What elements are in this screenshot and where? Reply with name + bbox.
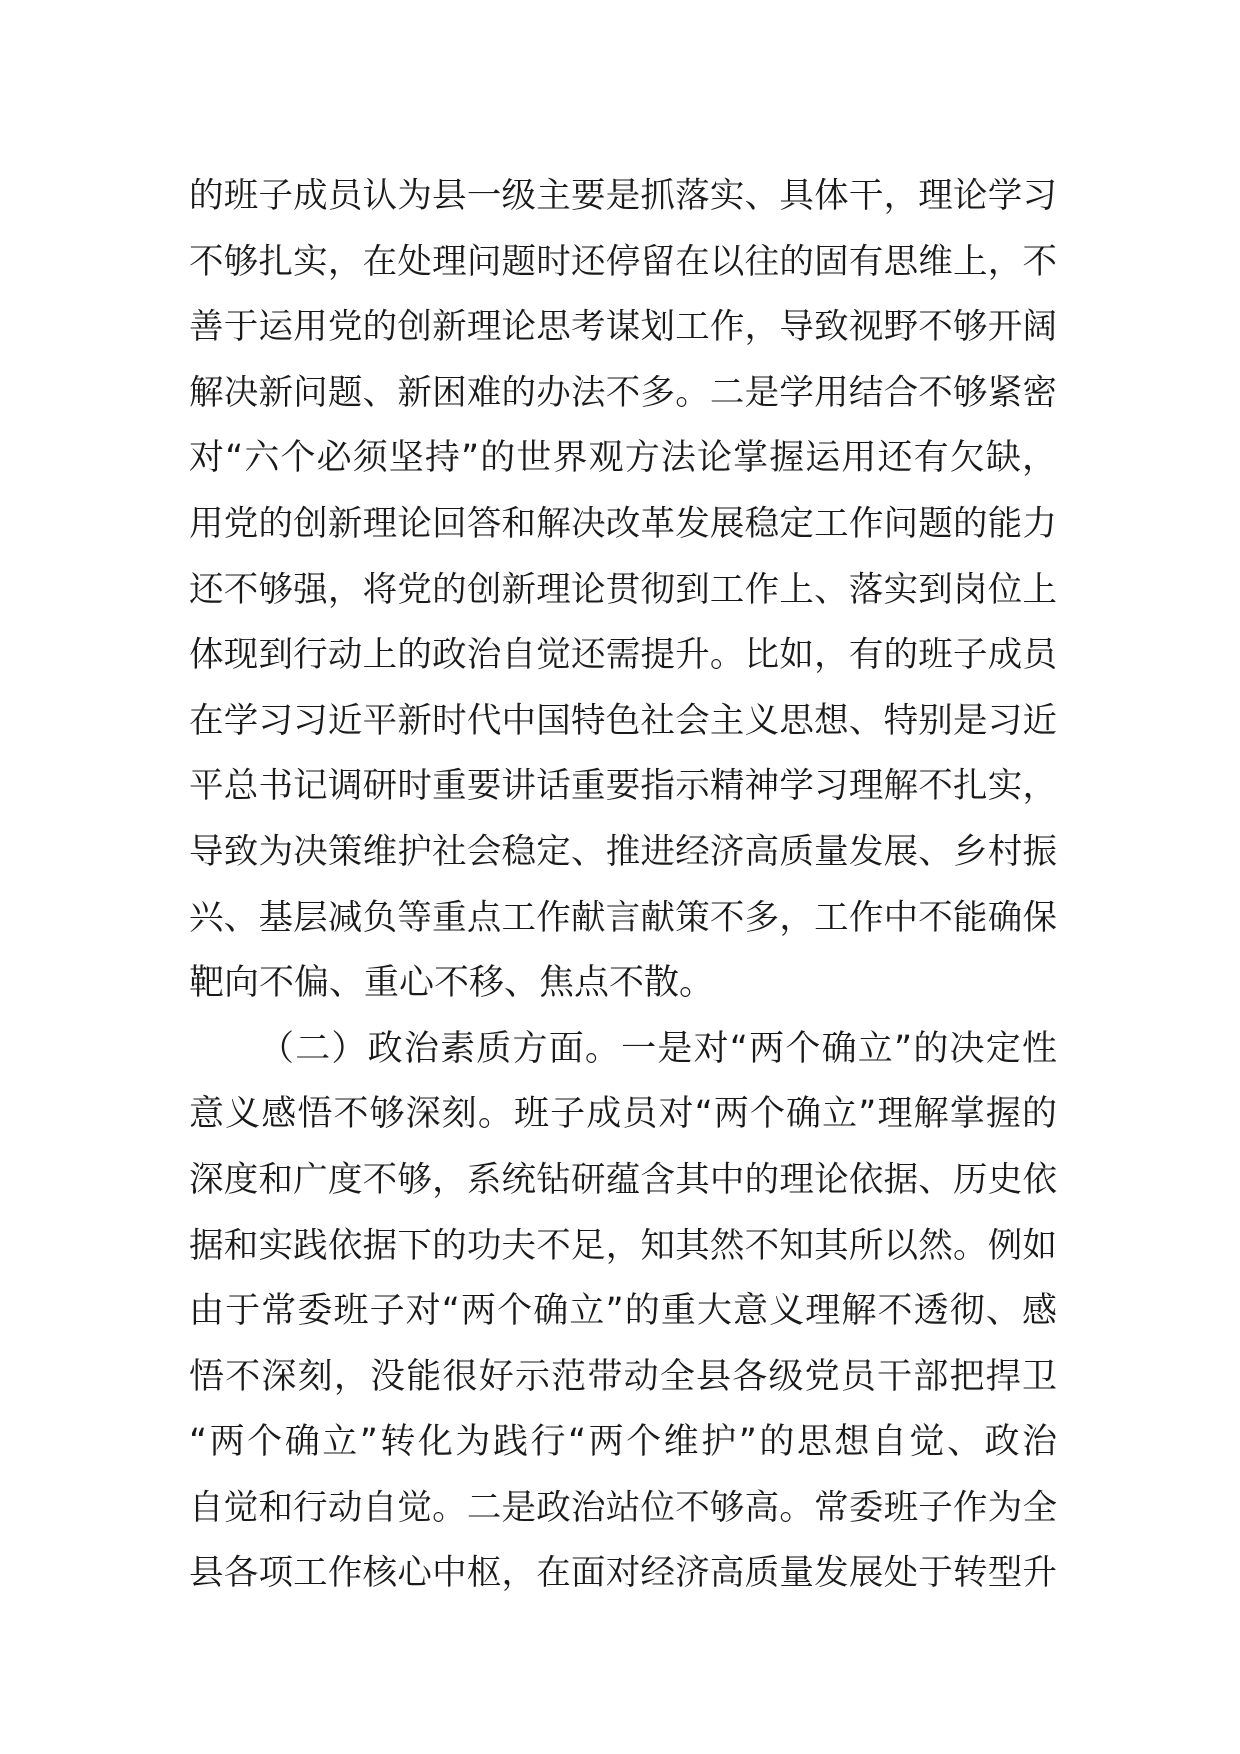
- text-line-paragraph-start: （二）政治素质方面。一是对“两个确立”的决定性: [259, 1028, 1057, 1069]
- text-line: 平总书记调研时重要讲话重要指示精神学习理解不扎实，: [189, 766, 1057, 807]
- body-text: [189, 164, 1057, 1607]
- text-line: “两个确立”转化为践行“两个维护”的思想自觉、政治: [189, 1422, 1057, 1463]
- text-line: 用党的创新理论回答和解决改革发展稳定工作问题的能力: [189, 503, 1057, 544]
- text-line: 据和实践依据下的功夫不足，知其然不知其所以然。例如: [189, 1225, 1057, 1266]
- text-line: 在学习习近平新时代中国特色社会主义思想、特别是习近: [189, 700, 1057, 741]
- text-line: 对“六个必须坚持”的世界观方法论掌握运用还有欠缺，: [189, 438, 1057, 479]
- text-line-paragraph-end: 靶向不偏、重心不移、焦点不散。: [189, 963, 715, 1004]
- text-line: 体现到行动上的政治自觉还需提升。比如，有的班子成员: [189, 635, 1057, 676]
- text-line: 解决新问题、新困难的办法不多。二是学用结合不够紧密: [189, 372, 1057, 413]
- text-line: 县各项工作核心中枢，在面对经济高质量发展处于转型升: [189, 1553, 1057, 1594]
- text-line: 不够扎实，在处理问题时还停留在以往的固有思维上，不: [189, 241, 1057, 282]
- text-line: 导致为决策维护社会稳定、推进经济高质量发展、乡村振: [189, 831, 1057, 872]
- text-line: 兴、基层减负等重点工作献言献策不多，工作中不能确保: [189, 897, 1057, 938]
- text-line: 悟不深刻，没能很好示范带动全县各级党员干部把捍卫: [189, 1356, 1057, 1397]
- text-line: 由于常委班子对“两个确立”的重大意义理解不透彻、感: [189, 1291, 1057, 1332]
- text-line: 的班子成员认为县一级主要是抓落实、具体干，理论学习: [189, 176, 1057, 216]
- text-line: 还不够强，将党的创新理论贯彻到工作上、落实到岗位上: [189, 569, 1057, 610]
- text-line: 意义感悟不够深刻。班子成员对“两个确立”理解掌握的: [189, 1094, 1057, 1135]
- text-line: 深度和广度不够，系统钻研蕴含其中的理论依据、历史依: [189, 1159, 1057, 1200]
- text-line: 善于运用党的创新理论思考谋划工作，导致视野不够开阔: [189, 307, 1057, 348]
- text-line: 自觉和行动自觉。二是政治站位不够高。常委班子作为全: [189, 1487, 1057, 1528]
